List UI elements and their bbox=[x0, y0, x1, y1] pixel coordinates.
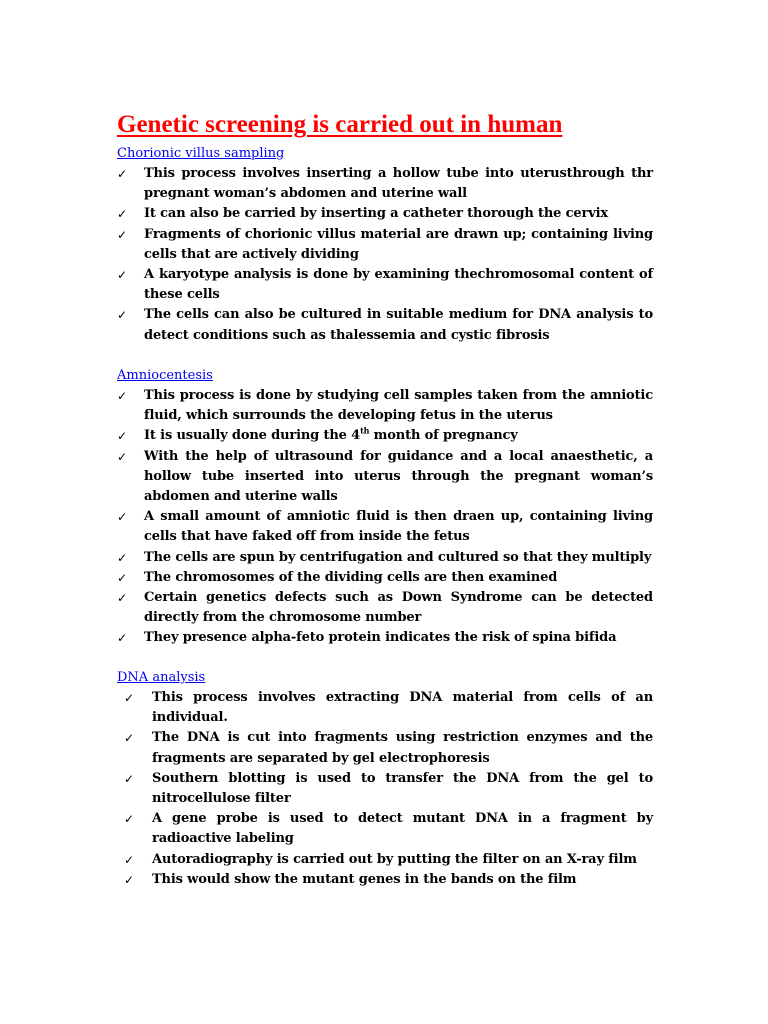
list-item bbox=[117, 305, 653, 345]
list-item-text: This process involves extracting DNA material from cells of an individual. bbox=[152, 690, 653, 726]
check-mark-icon: ✓ bbox=[117, 389, 127, 403]
check-mark-icon: ✓ bbox=[124, 731, 134, 746]
list-item bbox=[117, 426, 653, 446]
list-item-text: This process is done by studying cell samples taken from the amniotic fluid, which surrounds the developing fetus in the uterus bbox=[144, 388, 653, 424]
list-item-text: This would show the mutant genes in the bands on the film bbox=[152, 871, 577, 887]
check-mark-icon: ✓ bbox=[117, 268, 127, 283]
list-item-text: The cells can also be cultured in suitable medium for DNA analysis to detect conditions such as thalessemia and cystic fibrosis bbox=[144, 307, 653, 343]
section-chorionic-villus-sampling bbox=[117, 144, 653, 346]
list-item bbox=[117, 225, 653, 265]
check-mark-icon: ✓ bbox=[124, 812, 134, 827]
list-item bbox=[117, 447, 653, 508]
bullet-list bbox=[117, 164, 653, 346]
bullet-list bbox=[117, 386, 653, 649]
list-item bbox=[117, 850, 653, 870]
list-item-text: The cells are spun by centrifugation and cultured so that they multiply bbox=[144, 549, 652, 565]
section-dna-analysis bbox=[117, 668, 653, 890]
list-item bbox=[117, 265, 653, 305]
list-item-text: It can also be carried by inserting a catheter thorough the cervix bbox=[144, 206, 609, 222]
list-item-text: Fragments of chorionic villus material are drawn up; containing living cells that are actively dividing bbox=[144, 226, 653, 262]
check-mark-icon: ✓ bbox=[124, 691, 134, 705]
list-item bbox=[117, 548, 653, 568]
check-mark-icon: ✓ bbox=[124, 852, 134, 867]
ordinal-suffix: th bbox=[360, 426, 370, 437]
list-item bbox=[117, 588, 653, 628]
check-mark-icon: ✓ bbox=[117, 631, 127, 646]
list-item-text: A karyotype analysis is done by examining thechromosomal content of these cells bbox=[144, 267, 653, 303]
check-mark-icon: ✓ bbox=[124, 872, 134, 887]
check-mark-icon: ✓ bbox=[117, 591, 127, 606]
check-mark-icon: ✓ bbox=[117, 308, 127, 323]
list-item-text: Certain genetics defects such as Down Syndrome can be detected directly from the chromosome number bbox=[144, 590, 653, 626]
section-amniocentesis bbox=[117, 366, 653, 649]
list-item bbox=[117, 164, 653, 204]
check-mark-icon: ✓ bbox=[117, 429, 127, 444]
list-item bbox=[117, 870, 653, 890]
section-heading: Chorionic villus sampling bbox=[117, 146, 285, 161]
check-mark-icon: ✓ bbox=[117, 550, 127, 565]
ordinal-text-after: month of pregnancy bbox=[369, 428, 518, 444]
list-item bbox=[117, 688, 653, 728]
list-item bbox=[117, 568, 653, 588]
check-mark-icon: ✓ bbox=[117, 449, 127, 464]
list-item-text: The chromosomes of the dividing cells are then examined bbox=[144, 569, 558, 585]
check-mark-icon: ✓ bbox=[117, 570, 127, 585]
list-item-text: A gene probe is used to detect mutant DNA in a fragment by radioactive labeling bbox=[152, 811, 653, 847]
list-item-text: They presence alpha-feto protein indicates the risk of spina bifida bbox=[144, 630, 617, 646]
bullet-list bbox=[117, 688, 653, 890]
list-item-text: This process involves inserting a hollow tube into uterusthrough thr pregnant woman’s abdomen and uterine wall bbox=[144, 166, 653, 202]
page-title: Genetic screening is carried out in human bbox=[117, 111, 563, 138]
section-heading: DNA analysis bbox=[117, 670, 206, 685]
list-item-text: The DNA is cut into fragments using restriction enzymes and the fragments are separated by gel electrophoresis bbox=[152, 730, 653, 766]
list-item-text: With the help of ultrasound for guidance and a local anaesthetic, a hollow tube inserted into uterus through the pregnant woman’s abdomen and uterine walls bbox=[144, 448, 653, 505]
check-mark-icon: ✓ bbox=[117, 207, 127, 222]
list-item bbox=[117, 204, 653, 224]
list-item bbox=[117, 769, 653, 809]
ordinal-text-before: It is usually done during the 4 bbox=[144, 428, 361, 444]
check-mark-icon: ✓ bbox=[124, 771, 134, 786]
list-item-text: A small amount of amniotic fluid is then draen up, containing living cells that have faked off from inside the fetus bbox=[144, 509, 653, 545]
list-item bbox=[117, 628, 653, 648]
list-item bbox=[117, 507, 653, 547]
list-item bbox=[117, 728, 653, 768]
list-item-text: Southern blotting is used to transfer the DNA from the gel to nitrocellulose filter bbox=[152, 770, 653, 807]
section-heading: Amniocentesis bbox=[117, 368, 213, 383]
list-item-text: Autoradiography is carried out by putting the filter on an X-ray film bbox=[152, 851, 637, 867]
check-mark-icon: ✓ bbox=[117, 510, 127, 525]
list-item bbox=[117, 386, 653, 426]
check-mark-icon: ✓ bbox=[117, 167, 127, 181]
check-mark-icon: ✓ bbox=[117, 227, 127, 242]
list-item bbox=[117, 809, 653, 849]
list-item-text bbox=[144, 428, 518, 443]
